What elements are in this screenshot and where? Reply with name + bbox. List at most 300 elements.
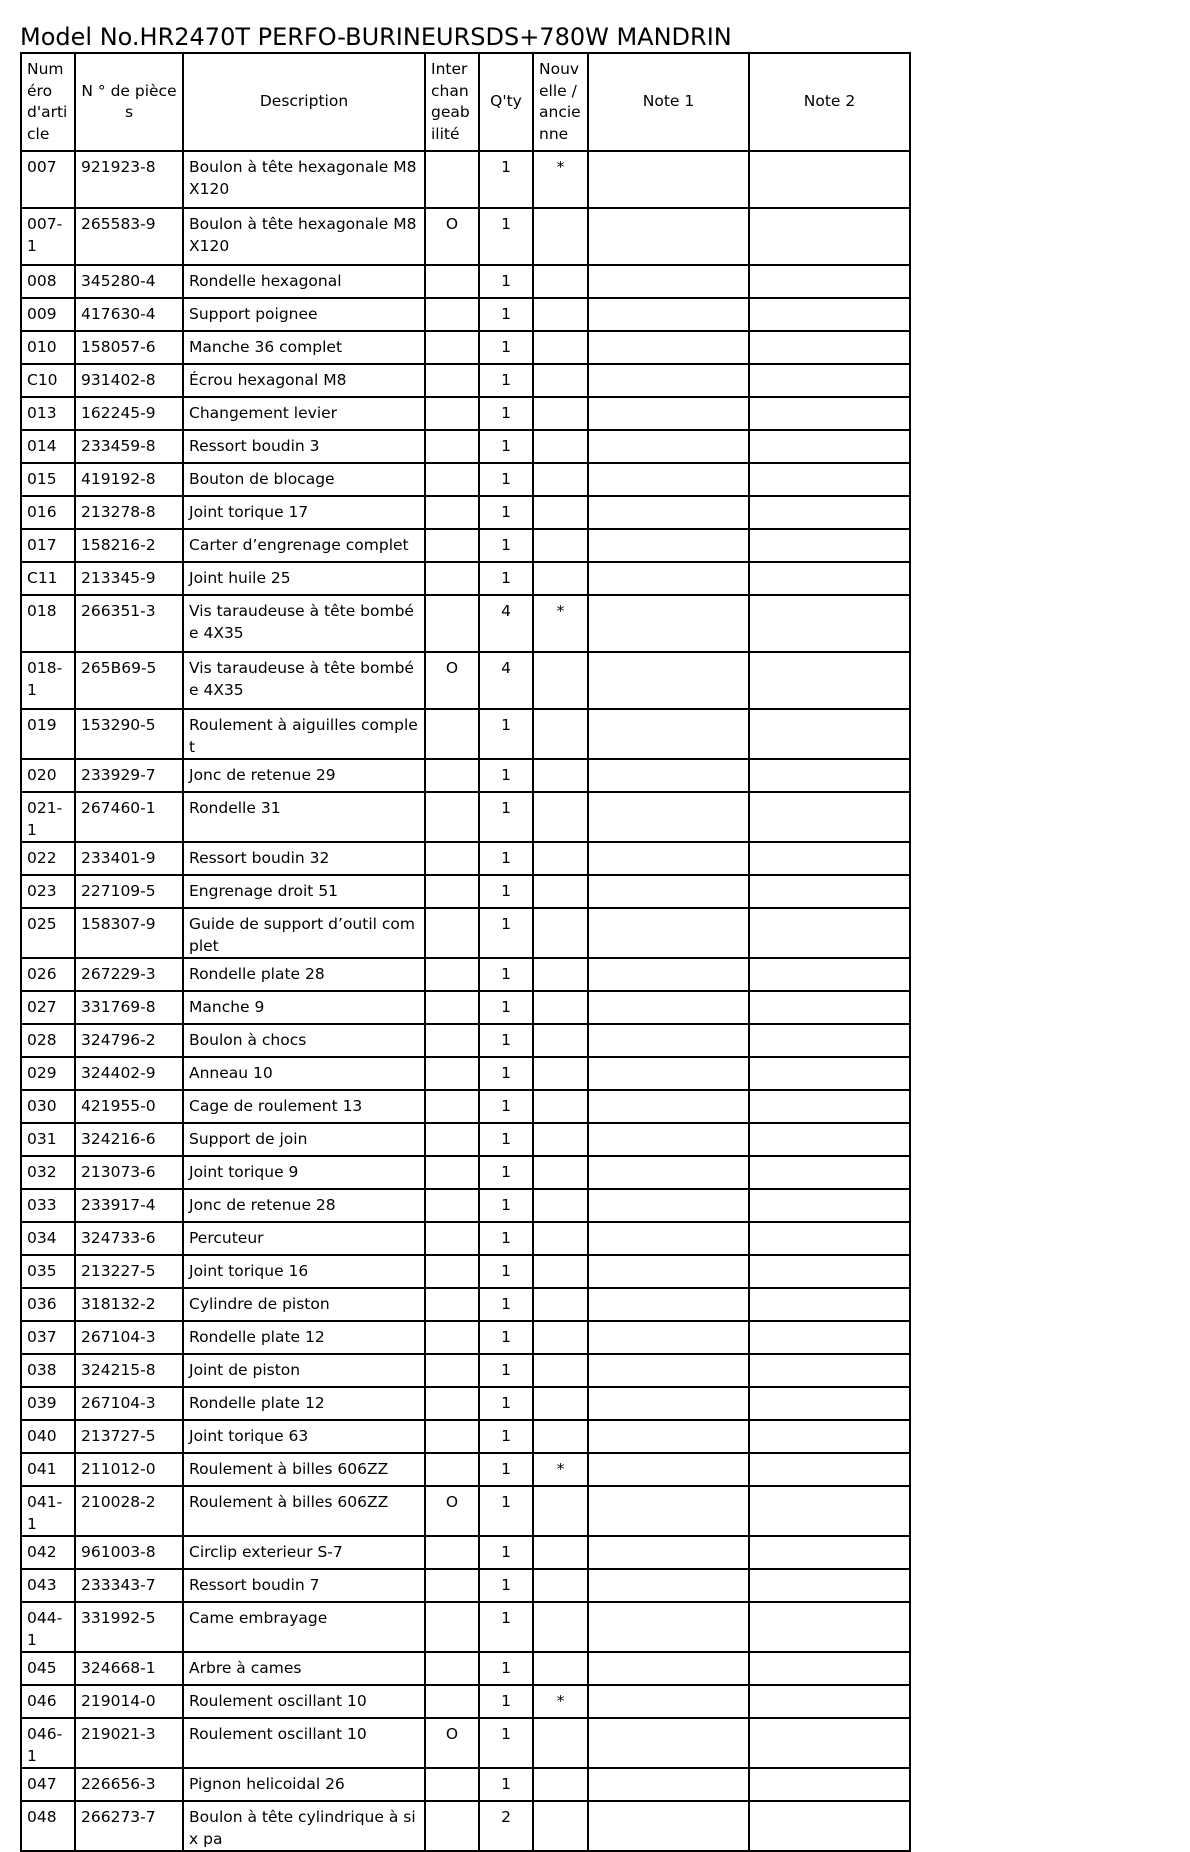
cell-description: Rondelle plate 28: [183, 958, 425, 991]
cell-description: Changement levier: [183, 397, 425, 430]
cell-new-old: [533, 1090, 588, 1123]
cell-description: Ressort boudin 32: [183, 842, 425, 875]
header-note-2: Note 2: [749, 53, 910, 151]
cell-item-number: 033: [21, 1189, 75, 1222]
cell-item-number: 027: [21, 991, 75, 1024]
cell-new-old: [533, 1536, 588, 1569]
cell-description: Rondelle 31: [183, 792, 425, 842]
cell-new-old: [533, 397, 588, 430]
cell-description: Boulon à tête hexagonale M8X120: [183, 151, 425, 208]
cell-part-number: 266273-7: [75, 1801, 183, 1851]
table-row: [21, 1321, 910, 1354]
table-row: [21, 1652, 910, 1685]
cell-interchangeability: O: [425, 1718, 479, 1768]
cell-note-2: [749, 1718, 910, 1768]
cell-item-number: 015: [21, 463, 75, 496]
cell-quantity: 1: [479, 331, 533, 364]
cell-new-old: [533, 1768, 588, 1801]
table-row: [21, 908, 910, 958]
cell-note-2: [749, 208, 910, 265]
table-row: [21, 1090, 910, 1123]
cell-interchangeability: [425, 1288, 479, 1321]
cell-note-1: [588, 1569, 749, 1602]
cell-interchangeability: [425, 1801, 479, 1851]
cell-item-number: 043: [21, 1569, 75, 1602]
cell-interchangeability: O: [425, 652, 479, 709]
cell-quantity: 1: [479, 991, 533, 1024]
table-row: [21, 496, 910, 529]
table-row: [21, 1602, 910, 1652]
table-row: [21, 397, 910, 430]
cell-note-2: [749, 331, 910, 364]
table-row: [21, 1024, 910, 1057]
cell-note-1: [588, 298, 749, 331]
cell-quantity: 1: [479, 1486, 533, 1536]
cell-quantity: 1: [479, 364, 533, 397]
cell-item-number: 007: [21, 151, 75, 208]
cell-part-number: 158307-9: [75, 908, 183, 958]
cell-note-2: [749, 1652, 910, 1685]
cell-description: Pignon helicoidal 26: [183, 1768, 425, 1801]
cell-description: Manche 9: [183, 991, 425, 1024]
cell-item-number: 044-1: [21, 1602, 75, 1652]
header-item-number: Numéro d'article: [21, 53, 75, 151]
table-row: [21, 652, 910, 709]
cell-new-old: [533, 1420, 588, 1453]
cell-description: Boulon à tête cylindrique à six pa: [183, 1801, 425, 1851]
cell-note-2: [749, 1156, 910, 1189]
table-row: [21, 1156, 910, 1189]
cell-note-2: [749, 1222, 910, 1255]
cell-note-2: [749, 364, 910, 397]
cell-description: Support de join: [183, 1123, 425, 1156]
table-row: [21, 1288, 910, 1321]
table-row: [21, 1453, 910, 1486]
cell-new-old: [533, 1255, 588, 1288]
table-row: [21, 1222, 910, 1255]
cell-quantity: 1: [479, 430, 533, 463]
cell-note-2: [749, 1387, 910, 1420]
cell-description: Joint torique 63: [183, 1420, 425, 1453]
cell-quantity: 1: [479, 562, 533, 595]
cell-note-1: [588, 1652, 749, 1685]
cell-description: Anneau 10: [183, 1057, 425, 1090]
cell-note-1: [588, 364, 749, 397]
cell-note-2: [749, 958, 910, 991]
cell-note-2: [749, 652, 910, 709]
cell-interchangeability: [425, 1090, 479, 1123]
cell-note-1: [588, 397, 749, 430]
cell-note-1: [588, 1602, 749, 1652]
cell-description: Guide de support d’outil complet: [183, 908, 425, 958]
cell-item-number: 013: [21, 397, 75, 430]
cell-note-2: [749, 151, 910, 208]
cell-interchangeability: [425, 1387, 479, 1420]
cell-interchangeability: [425, 1536, 479, 1569]
cell-part-number: 213727-5: [75, 1420, 183, 1453]
cell-note-1: [588, 208, 749, 265]
cell-interchangeability: [425, 792, 479, 842]
cell-quantity: 1: [479, 1453, 533, 1486]
cell-interchangeability: [425, 1255, 479, 1288]
cell-note-1: [588, 1255, 749, 1288]
cell-description: Joint de piston: [183, 1354, 425, 1387]
cell-new-old: [533, 1321, 588, 1354]
cell-note-1: [588, 1536, 749, 1569]
cell-note-1: [588, 792, 749, 842]
cell-note-1: [588, 595, 749, 652]
cell-new-old: [533, 1222, 588, 1255]
cell-part-number: 345280-4: [75, 265, 183, 298]
cell-quantity: 1: [479, 842, 533, 875]
cell-part-number: 213227-5: [75, 1255, 183, 1288]
cell-new-old: [533, 1801, 588, 1851]
cell-item-number: 035: [21, 1255, 75, 1288]
cell-note-1: [588, 496, 749, 529]
cell-quantity: 1: [479, 1057, 533, 1090]
table-row: [21, 759, 910, 792]
cell-description: Carter d’engrenage complet: [183, 529, 425, 562]
cell-quantity: 1: [479, 1602, 533, 1652]
cell-part-number: 233343-7: [75, 1569, 183, 1602]
cell-interchangeability: [425, 1321, 479, 1354]
cell-item-number: 034: [21, 1222, 75, 1255]
cell-new-old: [533, 1354, 588, 1387]
cell-item-number: 031: [21, 1123, 75, 1156]
cell-quantity: 1: [479, 908, 533, 958]
header-note-1: Note 1: [588, 53, 749, 151]
cell-interchangeability: O: [425, 208, 479, 265]
cell-description: Ressort boudin 7: [183, 1569, 425, 1602]
cell-item-number: 030: [21, 1090, 75, 1123]
cell-item-number: 025: [21, 908, 75, 958]
cell-note-2: [749, 792, 910, 842]
cell-new-old: [533, 1123, 588, 1156]
table-row: [21, 331, 910, 364]
cell-note-2: [749, 842, 910, 875]
cell-part-number: 417630-4: [75, 298, 183, 331]
cell-quantity: 1: [479, 463, 533, 496]
cell-note-2: [749, 908, 910, 958]
cell-description: Roulement oscillant 10: [183, 1685, 425, 1718]
cell-part-number: 211012-0: [75, 1453, 183, 1486]
cell-description: Roulement à billes 606ZZ: [183, 1486, 425, 1536]
cell-note-1: [588, 265, 749, 298]
table-row: [21, 709, 910, 759]
cell-quantity: 1: [479, 1222, 533, 1255]
cell-interchangeability: [425, 529, 479, 562]
cell-note-1: [588, 529, 749, 562]
cell-note-1: [588, 1354, 749, 1387]
cell-new-old: [533, 1486, 588, 1536]
cell-description: Boulon à tête hexagonale M8X120: [183, 208, 425, 265]
cell-item-number: 018: [21, 595, 75, 652]
cell-new-old: [533, 463, 588, 496]
cell-item-number: 036: [21, 1288, 75, 1321]
cell-new-old: [533, 759, 588, 792]
cell-note-2: [749, 1486, 910, 1536]
cell-description: Manche 36 complet: [183, 331, 425, 364]
cell-new-old: [533, 1057, 588, 1090]
cell-note-2: [749, 496, 910, 529]
cell-note-2: [749, 1453, 910, 1486]
cell-part-number: 318132-2: [75, 1288, 183, 1321]
cell-new-old: [533, 1387, 588, 1420]
cell-interchangeability: O: [425, 1486, 479, 1536]
table-row: [21, 430, 910, 463]
cell-note-1: [588, 1057, 749, 1090]
table-row: [21, 1057, 910, 1090]
cell-new-old: [533, 908, 588, 958]
table-row: [21, 151, 910, 208]
cell-note-2: [749, 1288, 910, 1321]
cell-quantity: 1: [479, 1321, 533, 1354]
cell-description: Boulon à chocs: [183, 1024, 425, 1057]
cell-part-number: 265583-9: [75, 208, 183, 265]
cell-quantity: 1: [479, 1123, 533, 1156]
cell-note-1: [588, 1801, 749, 1851]
header-new-old: Nouvelle / ancienne: [533, 53, 588, 151]
cell-description: Support poignee: [183, 298, 425, 331]
cell-part-number: 931402-8: [75, 364, 183, 397]
cell-item-number: 016: [21, 496, 75, 529]
cell-note-1: [588, 1156, 749, 1189]
cell-item-number: 020: [21, 759, 75, 792]
cell-part-number: 162245-9: [75, 397, 183, 430]
cell-quantity: 1: [479, 265, 533, 298]
cell-interchangeability: [425, 1123, 479, 1156]
cell-item-number: 041: [21, 1453, 75, 1486]
cell-description: Cylindre de piston: [183, 1288, 425, 1321]
cell-part-number: 265B69-5: [75, 652, 183, 709]
cell-note-1: [588, 1222, 749, 1255]
cell-description: Roulement à billes 606ZZ: [183, 1453, 425, 1486]
cell-note-1: [588, 1387, 749, 1420]
cell-part-number: 324402-9: [75, 1057, 183, 1090]
cell-new-old: [533, 364, 588, 397]
cell-part-number: 267229-3: [75, 958, 183, 991]
cell-note-1: [588, 151, 749, 208]
cell-note-1: [588, 842, 749, 875]
cell-interchangeability: [425, 331, 479, 364]
cell-quantity: 1: [479, 1255, 533, 1288]
cell-item-number: 040: [21, 1420, 75, 1453]
cell-note-1: [588, 1024, 749, 1057]
cell-interchangeability: [425, 709, 479, 759]
cell-description: Ressort boudin 3: [183, 430, 425, 463]
cell-note-2: [749, 1801, 910, 1851]
cell-note-1: [588, 709, 749, 759]
cell-description: Percuteur: [183, 1222, 425, 1255]
cell-interchangeability: [425, 991, 479, 1024]
cell-description: Joint torique 9: [183, 1156, 425, 1189]
table-row: [21, 1768, 910, 1801]
cell-part-number: 153290-5: [75, 709, 183, 759]
cell-note-2: [749, 1685, 910, 1718]
cell-note-2: [749, 991, 910, 1024]
table-row: [21, 1255, 910, 1288]
cell-quantity: 1: [479, 1768, 533, 1801]
cell-note-1: [588, 331, 749, 364]
table-row: [21, 1420, 910, 1453]
cell-new-old: [533, 496, 588, 529]
cell-part-number: 331769-8: [75, 991, 183, 1024]
cell-item-number: 046-1: [21, 1718, 75, 1768]
cell-description: Joint huile 25: [183, 562, 425, 595]
cell-note-2: [749, 298, 910, 331]
cell-description: Bouton de blocage: [183, 463, 425, 496]
cell-interchangeability: [425, 1156, 479, 1189]
cell-note-2: [749, 709, 910, 759]
cell-new-old: [533, 709, 588, 759]
cell-item-number: C11: [21, 562, 75, 595]
table-row: [21, 1801, 910, 1851]
cell-description: Arbre à cames: [183, 1652, 425, 1685]
cell-new-old: [533, 430, 588, 463]
table-row: [21, 1354, 910, 1387]
cell-quantity: 1: [479, 298, 533, 331]
cell-item-number: 039: [21, 1387, 75, 1420]
cell-interchangeability: [425, 759, 479, 792]
cell-quantity: 1: [479, 1387, 533, 1420]
cell-quantity: 1: [479, 875, 533, 908]
cell-quantity: 1: [479, 792, 533, 842]
table-row: [21, 463, 910, 496]
cell-interchangeability: [425, 1602, 479, 1652]
cell-description: Cage de roulement 13: [183, 1090, 425, 1123]
cell-part-number: 213345-9: [75, 562, 183, 595]
cell-note-1: [588, 463, 749, 496]
cell-quantity: 1: [479, 1569, 533, 1602]
cell-description: Joint torique 16: [183, 1255, 425, 1288]
cell-description: Joint torique 17: [183, 496, 425, 529]
cell-note-2: [749, 1090, 910, 1123]
cell-description: Jonc de retenue 28: [183, 1189, 425, 1222]
cell-interchangeability: [425, 1569, 479, 1602]
cell-part-number: 219014-0: [75, 1685, 183, 1718]
cell-new-old: [533, 265, 588, 298]
cell-item-number: 022: [21, 842, 75, 875]
cell-note-2: [749, 562, 910, 595]
cell-new-old: [533, 1189, 588, 1222]
cell-new-old: [533, 652, 588, 709]
table-row: [21, 595, 910, 652]
cell-new-old: *: [533, 595, 588, 652]
cell-item-number: 010: [21, 331, 75, 364]
cell-interchangeability: [425, 1057, 479, 1090]
cell-note-2: [749, 1602, 910, 1652]
cell-interchangeability: [425, 1453, 479, 1486]
cell-new-old: [533, 331, 588, 364]
table-row: [21, 1569, 910, 1602]
cell-quantity: 1: [479, 397, 533, 430]
cell-part-number: 324733-6: [75, 1222, 183, 1255]
cell-quantity: 1: [479, 1189, 533, 1222]
cell-note-2: [749, 1321, 910, 1354]
cell-note-2: [749, 430, 910, 463]
table-row: [21, 1189, 910, 1222]
cell-note-2: [749, 875, 910, 908]
cell-new-old: [533, 208, 588, 265]
cell-note-1: [588, 875, 749, 908]
cell-note-1: [588, 1090, 749, 1123]
cell-item-number: 019: [21, 709, 75, 759]
table-row: [21, 792, 910, 842]
table-row: [21, 1387, 910, 1420]
cell-description: Vis taraudeuse à tête bombée 4X35: [183, 595, 425, 652]
cell-item-number: 048: [21, 1801, 75, 1851]
cell-note-2: [749, 1255, 910, 1288]
cell-item-number: 021-1: [21, 792, 75, 842]
cell-description: Came embrayage: [183, 1602, 425, 1652]
cell-interchangeability: [425, 298, 479, 331]
cell-new-old: *: [533, 1685, 588, 1718]
cell-note-2: [749, 1123, 910, 1156]
cell-part-number: 158057-6: [75, 331, 183, 364]
table-row: [21, 1685, 910, 1718]
cell-interchangeability: [425, 151, 479, 208]
cell-part-number: 267460-1: [75, 792, 183, 842]
cell-new-old: [533, 1288, 588, 1321]
cell-note-1: [588, 430, 749, 463]
cell-part-number: 324216-6: [75, 1123, 183, 1156]
cell-description: Roulement à aiguilles complet: [183, 709, 425, 759]
cell-quantity: 1: [479, 1685, 533, 1718]
cell-description: Vis taraudeuse à tête bombée 4X35: [183, 652, 425, 709]
cell-description: Jonc de retenue 29: [183, 759, 425, 792]
table-row: [21, 529, 910, 562]
cell-item-number: 017: [21, 529, 75, 562]
cell-item-number: 018-1: [21, 652, 75, 709]
cell-part-number: 213073-6: [75, 1156, 183, 1189]
table-row: [21, 875, 910, 908]
cell-new-old: [533, 562, 588, 595]
cell-note-2: [749, 529, 910, 562]
cell-quantity: 1: [479, 529, 533, 562]
table-row: [21, 1123, 910, 1156]
cell-new-old: [533, 1024, 588, 1057]
cell-item-number: 037: [21, 1321, 75, 1354]
cell-interchangeability: [425, 908, 479, 958]
cell-new-old: [533, 958, 588, 991]
header-part-number: N ° de pièces: [75, 53, 183, 151]
cell-note-1: [588, 1486, 749, 1536]
cell-part-number: 419192-8: [75, 463, 183, 496]
table-row: [21, 991, 910, 1024]
cell-new-old: *: [533, 1453, 588, 1486]
cell-note-2: [749, 1420, 910, 1453]
cell-note-1: [588, 958, 749, 991]
cell-item-number: 014: [21, 430, 75, 463]
cell-item-number: 046: [21, 1685, 75, 1718]
cell-interchangeability: [425, 1222, 479, 1255]
cell-item-number: 038: [21, 1354, 75, 1387]
cell-part-number: 158216-2: [75, 529, 183, 562]
cell-part-number: 267104-3: [75, 1321, 183, 1354]
cell-interchangeability: [425, 463, 479, 496]
cell-new-old: [533, 298, 588, 331]
cell-part-number: 921923-8: [75, 151, 183, 208]
cell-quantity: 4: [479, 652, 533, 709]
cell-part-number: 233929-7: [75, 759, 183, 792]
cell-quantity: 1: [479, 1156, 533, 1189]
table-row: [21, 1486, 910, 1536]
table-row: [21, 562, 910, 595]
cell-interchangeability: [425, 1354, 479, 1387]
cell-note-1: [588, 1453, 749, 1486]
cell-quantity: 1: [479, 1536, 533, 1569]
cell-part-number: 233401-9: [75, 842, 183, 875]
